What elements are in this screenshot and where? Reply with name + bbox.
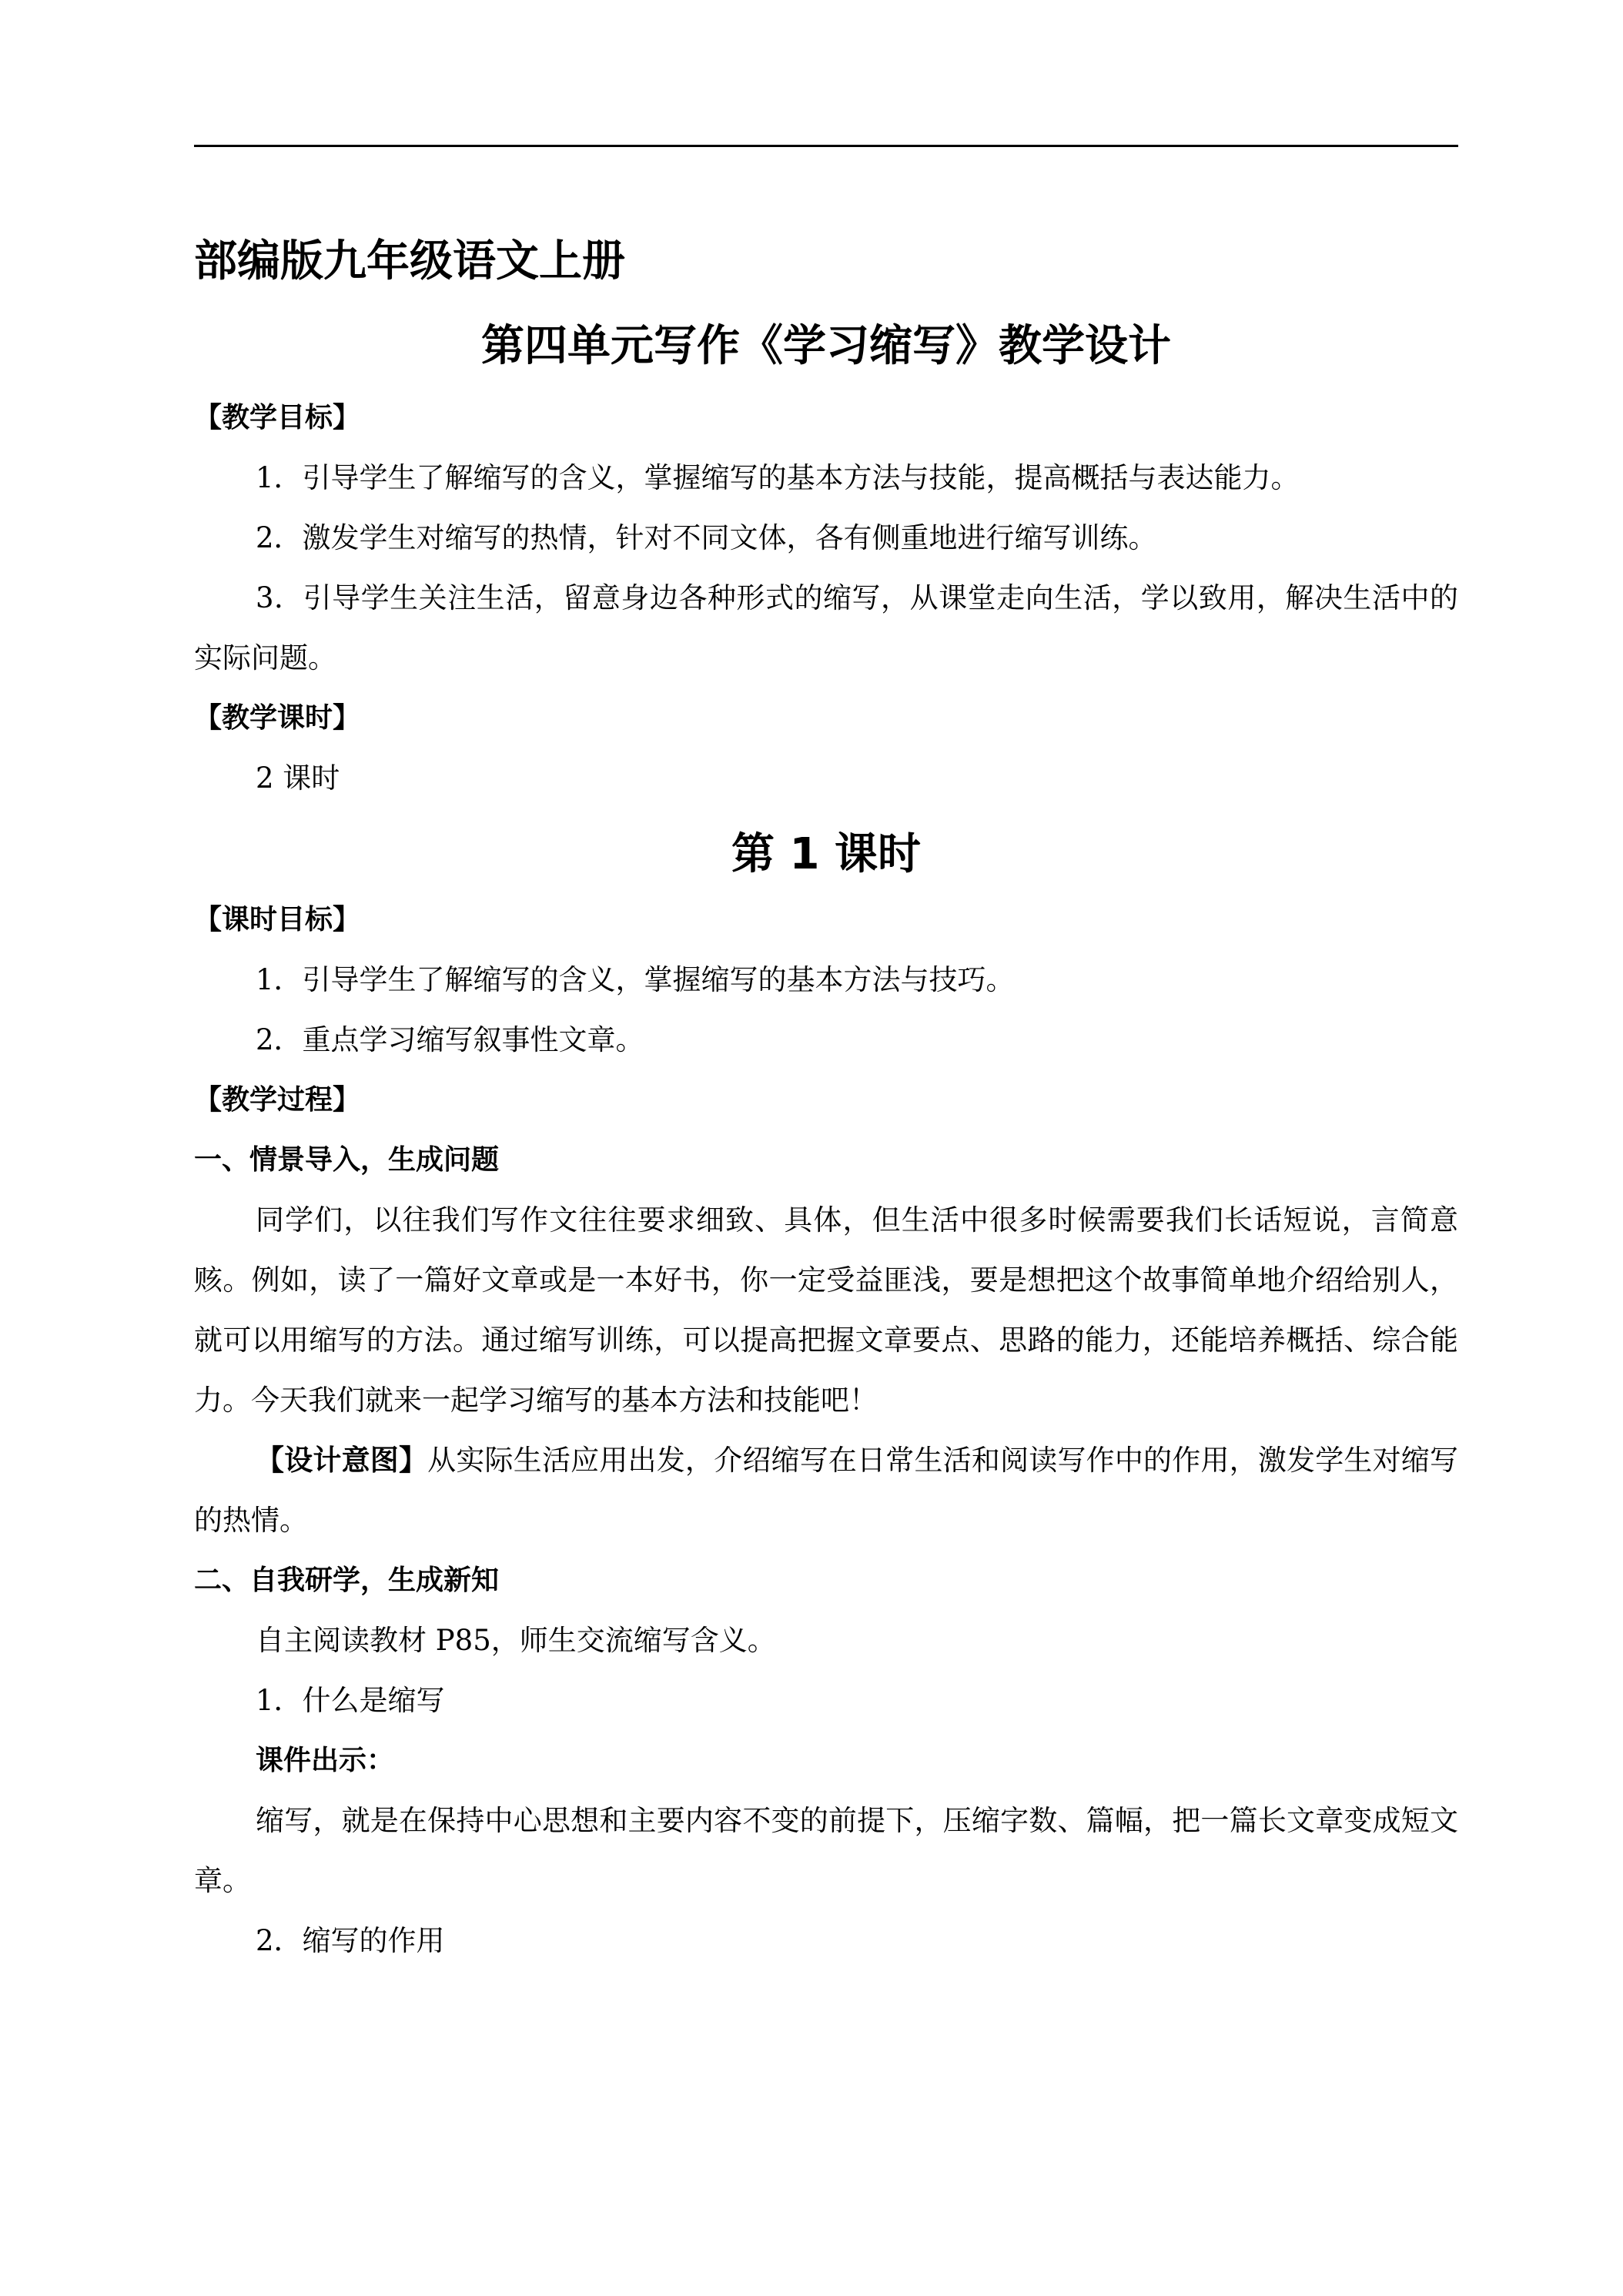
- lesson-goal-item: 1．引导学生了解缩写的含义，掌握缩写的基本方法与技巧。: [256, 963, 1015, 996]
- step2-intro: 自主阅读教材 P85，师生交流缩写含义。: [256, 1624, 776, 1657]
- courseware-label: 课件出示：: [256, 1745, 395, 1776]
- design-intent-paragraph: [194, 1431, 1458, 1551]
- lesson-goal-item: 2．重点学习缩写叙事性文章。: [256, 1023, 644, 1056]
- document-subtitle: 第四单元写作《学习缩写》教学设计: [481, 321, 1171, 371]
- objective-item: 2．激发学生对缩写的热情，针对不同文体，各有侧重地进行缩写训练。: [256, 521, 1157, 554]
- design-intent-label: 【设计意图】: [256, 1444, 428, 1477]
- step1-paragraph: 同学们，以往我们写作文往往要求细致、具体，但生活中很多时候需要我们长话短说，言简意赅。例如，读了一篇好文章或是一本好书，你一定受益匪浅，要是想把这个故事简单地介绍给别人，就可以用缩写的方法。通过缩写训练，可以提高把握文章要点、思路的能力，还能培养概括、综合能力。今天我们就来一起学习缩写的基本方法和技能吧！: [194, 1203, 1458, 1417]
- objective-item: 3．引导学生关注生活，留意身边各种形式的缩写，从课堂走向生活，学以致用，解决生活中的实际问题。: [194, 581, 1458, 674]
- lesson-goals-heading: 【课时目标】: [194, 904, 361, 935]
- question-2: 2．缩写的作用: [256, 1924, 445, 1957]
- step1-heading: 一、情景导入，生成问题: [194, 1144, 500, 1176]
- process-heading: 【教学过程】: [194, 1084, 361, 1116]
- design-intent-text: 从实际生活应用出发，介绍缩写在日常生活和阅读写作中的作用，激发学生对缩写的热情。: [194, 1444, 1458, 1537]
- step2-heading: 二、自我研学，生成新知: [194, 1565, 500, 1596]
- lesson-title: 第 1 课时: [731, 829, 921, 879]
- hours-heading: 【教学课时】: [194, 702, 361, 734]
- objectives-heading: 【教学目标】: [194, 402, 361, 433]
- header-rule: [194, 145, 1458, 147]
- hours-value: 2 课时: [256, 761, 340, 795]
- definition-paragraph: 缩写，就是在保持中心思想和主要内容不变的前提下，压缩字数、篇幅，把一篇长文章变成短文章。: [194, 1804, 1458, 1897]
- question-1: 1．什么是缩写: [256, 1684, 445, 1717]
- objective-item: 1．引导学生了解缩写的含义，掌握缩写的基本方法与技能，提高概括与表达能力。: [256, 461, 1300, 494]
- document-title: 部编版九年级语文上册: [194, 236, 625, 286]
- document-body: [194, 231, 1458, 1971]
